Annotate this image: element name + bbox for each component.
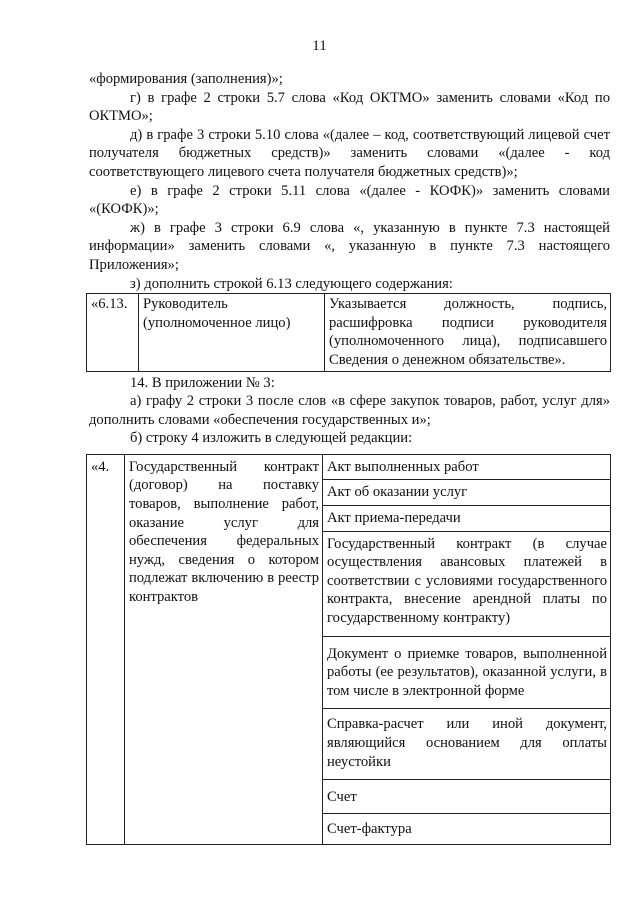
table2-doc: Справка-расчет или иной документ, являющийся основанием для оплаты неустойки	[323, 709, 611, 780]
table-row-4	[86, 454, 611, 846]
table2-doc: Счет	[323, 780, 611, 814]
table2-doc: Государственный контракт (в случае осуществления авансовых платежей в соответствии с условиями государственного контракта, внесение арендной платы по государственному контракту)	[323, 531, 611, 636]
table1-row-number: «6.13.	[87, 294, 139, 371]
table2-col2: Государственный контракт (договор) на поставку товаров, выполнение работ, оказание услуг для обеспечения федеральных нужд, сведения о котором подлежат включению в реестр контрактов	[125, 454, 323, 845]
table-row	[87, 294, 611, 371]
table2-doc: Счет-фактура	[323, 813, 611, 845]
table-row	[87, 454, 611, 480]
paragraph-14: 14. В приложении № 3:	[130, 374, 275, 391]
paragraph-a: а) графу 2 строки 3 после слов «в сфере закупок товаров, работ, услуг для» дополнить словами «обеспечения государственных и»;	[89, 393, 610, 428]
document-body	[89, 70, 610, 845]
paragraph-d: д) в графе 3 строки 5.10 слова «(далее – код, соответствующий лицевой счет получателя бюджетных средств)» заменить словами «(далее - код соответствующего лицевого счета получателя бюджетных средств)»;	[89, 126, 610, 180]
table1-col2: Руководитель (уполномоченное лицо)	[139, 294, 325, 371]
paragraph-zh: ж) в графе 3 строки 6.9 слова «, указанную в пункте 7.3 настоящей информации» заменить словами «, указанную в пункте 7.3 настоящего Приложения»;	[89, 219, 610, 273]
table2-doc: Акт выполненных работ	[323, 454, 611, 480]
paragraph-continuation: «формирования (заполнения)»;	[89, 71, 283, 87]
table-row-6-13	[86, 293, 611, 371]
table1-col3: Указывается должность, подпись, расшифровка подписи руководителя (уполномоченного лица), подписавшего Сведения о денежном обязательстве».	[325, 294, 611, 371]
paragraph-b: б) строку 4 изложить в следующей редакции:	[130, 430, 413, 447]
table2-doc: Акт приема-передачи	[323, 506, 611, 532]
page-number: 11	[312, 38, 327, 54]
table2-doc: Акт об оказании услуг	[323, 480, 611, 506]
table2-doc: Документ о приемке товаров, выполненной работы (ее результатов), оказанной услуги, в том числе в электронной форме	[323, 636, 611, 709]
table2-row-number: «4.	[87, 454, 125, 845]
paragraph-g: г) в графе 2 строки 5.7 слова «Код ОКТМО» заменить словами «Код по ОКТМО»;	[89, 89, 610, 125]
paragraph-z: з) дополнить строкой 6.13 следующего содержания:	[130, 275, 453, 292]
paragraph-e: е) в графе 2 строки 5.11 слова «(далее - КОФК)» заменить словами «(КОФК)»;	[89, 182, 610, 218]
